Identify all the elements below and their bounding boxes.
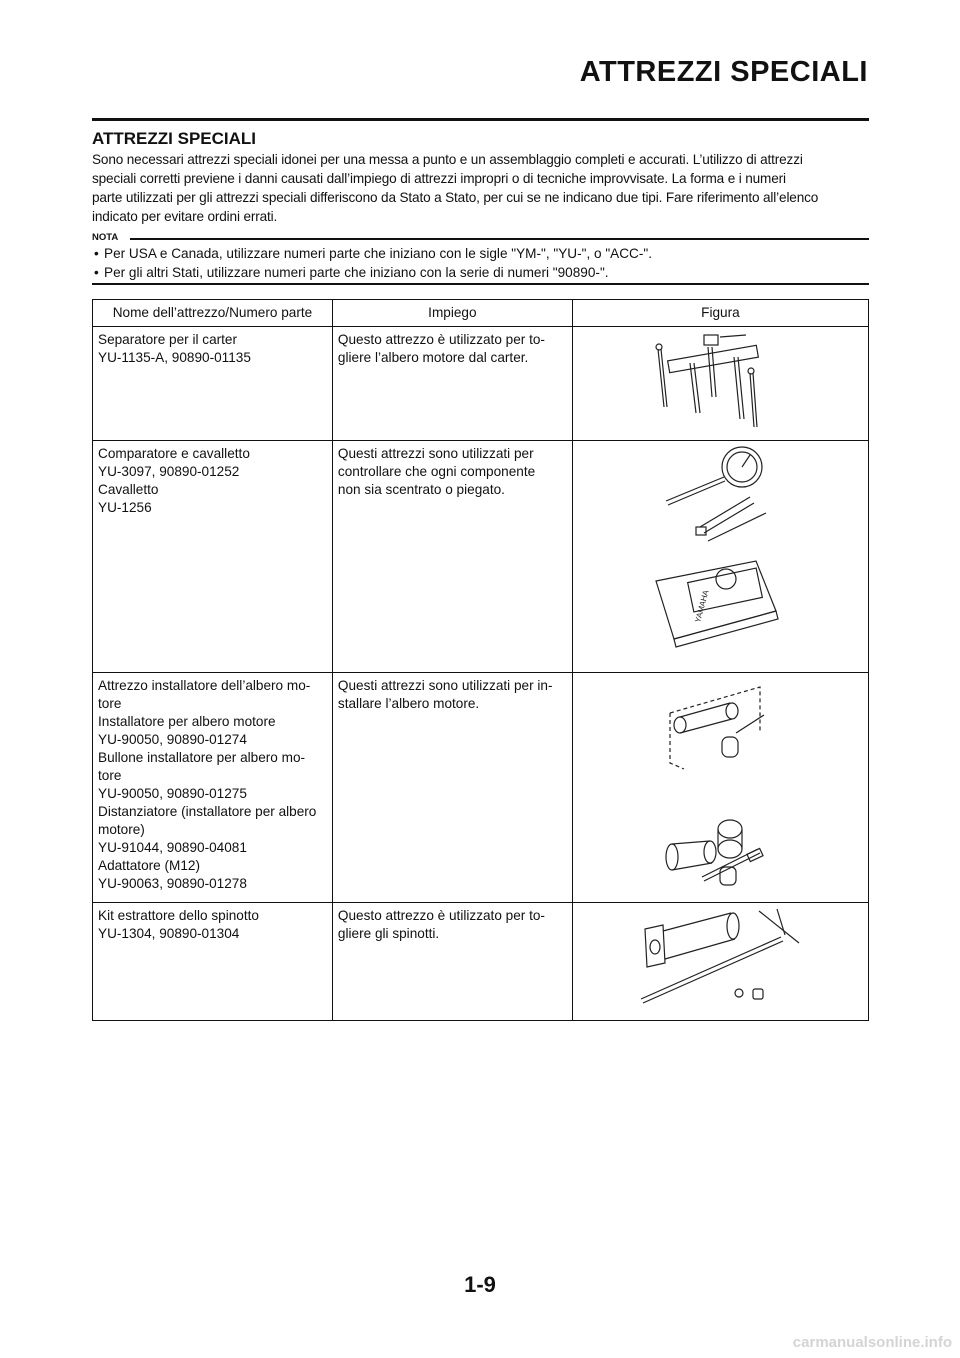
tool-name-line: Adattatore (M12): [98, 858, 200, 873]
tool-use-line: gliere gli spinotti.: [337, 926, 440, 941]
tool-name-line: YU-3097, 90890-01252: [98, 464, 240, 479]
nota-item: • Per USA e Canada, utilizzare numeri parte che iniziano con le sigle "YM-", "YU-", o "ACC-".: [92, 244, 869, 263]
tool-name-line: Separatore per il carter: [98, 332, 238, 347]
figure-brand-label: YAMAHA: [693, 589, 711, 624]
special-tools-table: [92, 299, 869, 1021]
watermark: carmanualsonline.info: [792, 1334, 952, 1351]
tool-use-line: non sia scentrato o piegato.: [337, 482, 505, 497]
nota-rule: [130, 238, 869, 240]
intro-line: Sono necessari attrezzi speciali idonei per una messa a punto e un assemblaggio completi e accurati. L’utilizzo di attrezzi: [92, 152, 803, 167]
tool-name-line: Cavalletto: [98, 482, 159, 497]
page-header-title: ATTREZZI SPECIALI: [579, 56, 868, 88]
figure-cell: [572, 441, 868, 673]
tool-name-line: YU-90050, 90890-01274: [98, 732, 247, 747]
figure-cell: [572, 673, 868, 903]
tool-name-line: YU-1304, 90890-01304: [98, 926, 240, 941]
tool-use-line: Questo attrezzo è utilizzato per to-: [337, 908, 545, 923]
figure-cell: [572, 327, 868, 441]
tool-name-line: Installatore per albero motore: [98, 714, 276, 729]
tool-use-cell: [332, 673, 572, 903]
tool-use-line: gliere l’albero motore dal carter.: [337, 350, 529, 365]
header-name: Nome dell’attrezzo/Numero parte: [93, 300, 333, 327]
nota-label: NOTA: [92, 232, 119, 243]
intro-paragraph: [92, 150, 869, 226]
tool-name-line: YU-90050, 90890-01275: [98, 786, 247, 801]
tool-use-cell: [332, 441, 572, 673]
table-row: [93, 327, 869, 441]
figure-cell: [572, 903, 868, 1021]
piston-pin-puller-illustration: [635, 903, 805, 1013]
tool-use-line: Questi attrezzi sono utilizzati per in-: [337, 678, 553, 693]
intro-line: indicato per evitare ordini errati.: [92, 209, 278, 224]
intro-line: parte utilizzati per gli attrezzi speciali differiscono da Stato a Stato, per cui se ne indicano due tipi. Fare riferimento all’elenco: [92, 190, 819, 205]
intro-line: speciali corretti previene i danni causati dall’impiego di attrezzi impropri o di tecniche improvvisate. La forma e i numeri: [92, 171, 786, 186]
tool-name-line: YU-1256: [98, 500, 152, 515]
tool-name-line: Bullone installatore per albero mo-: [98, 750, 306, 765]
tool-name-line: Kit estrattore dello spinotto: [98, 908, 259, 923]
table-header-row: [93, 300, 869, 327]
tool-name-line: Distanziatore (installatore per albero: [98, 804, 317, 819]
tool-name-cell: [93, 327, 333, 441]
tool-name-line: Comparatore e cavalletto: [98, 446, 250, 461]
tool-name-line: YU-1135-A, 90890-01135: [98, 350, 251, 365]
table-row: [93, 441, 869, 673]
tool-use-line: stallare l’albero motore.: [337, 696, 480, 711]
tool-name-cell: [93, 673, 333, 903]
tool-use-cell: [332, 327, 572, 441]
table-row: [93, 903, 869, 1021]
table-row: [93, 673, 869, 903]
tool-name-cell: [93, 903, 333, 1021]
tool-use-line: Questo attrezzo è utilizzato per to-: [337, 332, 545, 347]
tool-name-line: YU-90063, 90890-01278: [98, 876, 247, 891]
tool-name-line: tore: [98, 696, 122, 711]
nota-end-rule: [92, 283, 869, 285]
tool-name-line: YU-91044, 90890-04081: [98, 840, 247, 855]
header-use: Impiego: [332, 300, 572, 327]
header-rule: [92, 118, 869, 121]
tool-name-line: Attrezzo installatore dell’albero mo-: [98, 678, 311, 693]
section-title: ATTREZZI SPECIALI: [92, 129, 257, 148]
tool-use-line: Questi attrezzi sono utilizzati per: [337, 446, 534, 461]
nota-list: [92, 244, 869, 282]
crankshaft-installer-illustration: [660, 673, 780, 893]
dial-gauge-stand-illustration: [630, 441, 810, 661]
tool-name-line: tore: [98, 768, 122, 783]
tool-use-cell: [332, 903, 572, 1021]
page-number: 1-9: [464, 1272, 496, 1297]
tool-use-line: controllare che ogni componente: [337, 464, 536, 479]
tool-name-cell: [93, 441, 333, 673]
nota-item: • Per gli altri Stati, utilizzare numeri parte che iniziano con la serie di numeri "90890-".: [92, 263, 869, 282]
header-figure: Figura: [572, 300, 868, 327]
crankcase-separator-illustration: [650, 327, 790, 435]
tool-name-line: motore): [98, 822, 145, 837]
